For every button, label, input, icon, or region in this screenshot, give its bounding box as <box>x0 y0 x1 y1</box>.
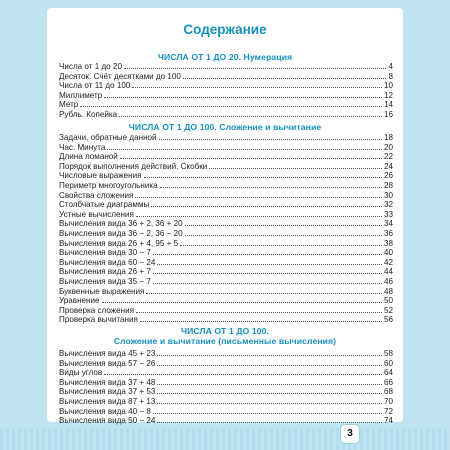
toc-entry-title: Вычисления вида 50 − 24 <box>59 416 156 426</box>
toc-entry-title: Виды углов <box>59 368 103 378</box>
toc-entry <box>59 397 393 407</box>
toc-entry <box>59 210 393 220</box>
toc-entry-page: 10 <box>383 81 393 91</box>
toc-dot-leader <box>124 62 387 69</box>
toc-entry <box>59 181 393 191</box>
toc-entry-page: 30 <box>383 190 393 200</box>
toc-entry-page: 70 <box>383 396 393 406</box>
toc-entry-page: 28 <box>383 180 393 190</box>
toc-entry <box>59 152 393 162</box>
toc-dot-leader <box>180 239 382 246</box>
toc-list-1 <box>59 62 393 120</box>
toc-entry <box>59 171 393 181</box>
toc-dot-leader <box>146 287 382 294</box>
toc-entry-title: Вычисления вида 26 + 4, 95 + 5 <box>59 238 179 248</box>
toc-dot-leader <box>80 100 382 107</box>
toc-dot-leader <box>209 162 382 169</box>
toc-entry-page: 26 <box>383 171 393 181</box>
toc-entry-page: 74 <box>383 416 393 426</box>
toc-entry-title: Десяток. Счёт десятками до 100 <box>59 71 181 81</box>
toc-entry-page: 52 <box>383 305 393 315</box>
toc-entry-page: 8 <box>388 71 393 81</box>
toc-entry-page: 58 <box>383 349 393 358</box>
toc-entry-title: Длина ломаной <box>59 152 118 162</box>
toc-entry-page: 14 <box>383 100 393 110</box>
toc-dot-leader <box>185 229 382 236</box>
toc-entry <box>59 359 393 369</box>
toc-entry <box>59 91 393 101</box>
toc-entry-title: Периметр многоугольника <box>59 180 158 190</box>
toc-entry-title: Метр <box>59 100 79 110</box>
toc-entry <box>59 277 393 287</box>
toc-dot-leader <box>104 368 382 375</box>
toc-entry <box>59 258 393 268</box>
toc-dot-leader <box>157 397 382 404</box>
toc-entry-title: Буквенные выражения <box>59 286 145 296</box>
toc-entry <box>59 315 393 325</box>
toc-dot-leader <box>157 416 382 423</box>
toc-list-3 <box>59 349 393 426</box>
toc-entry-page: 24 <box>383 161 393 171</box>
toc-entry-page: 34 <box>383 219 393 229</box>
toc-entry-title: Вычисления вида 30 − 7 <box>59 248 151 258</box>
toc-entry-page: 18 <box>383 133 393 142</box>
decorative-stripe <box>0 428 450 450</box>
toc-dot-leader <box>157 258 382 265</box>
toc-entry-page: 64 <box>383 368 393 378</box>
toc-entry-title: Проверка вычитания <box>59 315 138 325</box>
toc-entry <box>59 100 393 110</box>
toc-entry <box>59 162 393 172</box>
toc-entry-page: 4 <box>388 62 393 71</box>
toc-entry-title: Числовые выражения <box>59 171 142 181</box>
toc-dot-leader <box>157 387 382 394</box>
toc-entry <box>59 387 393 397</box>
toc-dot-leader <box>140 315 382 322</box>
toc-entry-title: Вычисления вида 35 − 7 <box>59 276 151 286</box>
toc-entry-page: 20 <box>383 142 393 152</box>
toc-dot-leader <box>104 91 382 98</box>
toc-entry <box>59 62 393 72</box>
toc-entry-title: Вычисления вида 45 + 23 <box>59 349 156 358</box>
toc-dot-leader <box>135 191 382 198</box>
toc-entry-title: Вычисления вида 37 + 53 <box>59 387 156 397</box>
toc-dot-leader <box>102 296 382 303</box>
section-heading-3: ЧИСЛА ОТ 1 ДО 100. <box>180 326 270 336</box>
toc-entry <box>59 229 393 239</box>
section-subheading-3: Сложение и вычитание (письменные вычисления) <box>113 336 337 346</box>
toc-entry-page: 38 <box>383 238 393 248</box>
toc-entry <box>59 296 393 306</box>
toc-dot-leader <box>119 110 382 117</box>
toc-dot-leader <box>153 248 382 255</box>
toc-entry-title: Миллиметр <box>59 90 103 100</box>
toc-entry-title: Числа от 1 до 20 <box>59 62 122 71</box>
toc-entry <box>59 110 393 120</box>
toc-dot-leader <box>151 200 382 207</box>
toc-entry-title: Вычисления вида 36 − 2, 36 − 20 <box>59 228 183 238</box>
toc-entry <box>59 306 393 316</box>
toc-entry-page: 12 <box>383 90 393 100</box>
toc-dot-leader <box>144 171 382 178</box>
toc-dot-leader <box>120 152 382 159</box>
toc-entry <box>59 267 393 277</box>
toc-dot-leader <box>153 267 382 274</box>
toc-entry-title: Час. Минута <box>59 142 106 152</box>
toc-entry <box>59 248 393 258</box>
toc-entry <box>59 81 393 91</box>
toc-entry <box>59 287 393 297</box>
toc-entry <box>59 349 393 359</box>
section-heading-2: ЧИСЛА ОТ 1 ДО 100. Сложение и вычитание <box>128 122 322 132</box>
toc-dot-leader <box>153 277 382 284</box>
toc-entry-page: 72 <box>383 406 393 416</box>
toc-entry <box>59 239 393 249</box>
toc-entry <box>59 72 393 82</box>
toc-list-2 <box>59 133 393 325</box>
toc-dot-leader <box>107 143 382 150</box>
toc-entry-page: 60 <box>383 358 393 368</box>
toc-entry-title: Столбчатые диаграммы <box>59 200 150 210</box>
toc-entry <box>59 219 393 229</box>
toc-entry-page: 36 <box>383 228 393 238</box>
toc-entry <box>59 133 393 143</box>
toc-entry-page: 44 <box>383 267 393 277</box>
toc-entry <box>59 368 393 378</box>
toc-entry-title: Задачи, обратные данной <box>59 133 157 142</box>
toc-entry-page: 32 <box>383 200 393 210</box>
toc-entry <box>59 143 393 153</box>
toc-entry-title: Устные вычисления <box>59 209 134 219</box>
toc-entry-page: 66 <box>383 377 393 387</box>
page-number-badge: 3 <box>340 424 360 444</box>
toc-entry-page: 68 <box>383 387 393 397</box>
toc-entry-page: 33 <box>383 209 393 219</box>
toc-entry-page: 50 <box>383 296 393 306</box>
toc-entry-page: 46 <box>383 276 393 286</box>
toc-dot-leader <box>136 210 382 217</box>
toc-entry-title: Вычисления вида 57 − 26 <box>59 358 156 368</box>
toc-dot-leader <box>185 219 382 226</box>
toc-entry-title: Рубль. Копейка <box>59 109 118 119</box>
toc-dot-leader <box>153 407 382 414</box>
toc-entry-title: Свойства сложения <box>59 190 134 200</box>
toc-dot-leader <box>157 359 382 366</box>
toc-dot-leader <box>132 81 382 88</box>
toc-dot-leader <box>183 72 387 79</box>
toc-entry-title: Порядок выполнения действий. Скобки <box>59 161 208 171</box>
toc-dot-leader <box>159 133 382 140</box>
toc-entry-page: 16 <box>383 109 393 119</box>
toc-entry-title: Числа от 11 до 100 <box>59 81 131 91</box>
toc-entry-title: Уравнение <box>59 296 100 306</box>
toc-entry-page: 40 <box>383 248 393 258</box>
toc-entry <box>59 407 393 417</box>
toc-entry-title: Вычисления вида 40 − 8 <box>59 406 151 416</box>
toc-entry-title: Вычисления вида 37 + 48 <box>59 377 156 387</box>
toc-dot-leader <box>157 378 382 385</box>
toc-entry-page: 48 <box>383 286 393 296</box>
toc-entry-page: 22 <box>383 152 393 162</box>
toc-entry-title: Вычисления вида 36 + 2, 36 + 20 <box>59 219 183 229</box>
toc-entry <box>59 200 393 210</box>
toc-entry-page: 42 <box>383 257 393 267</box>
page-title: Содержание <box>183 22 267 37</box>
toc-entry <box>59 378 393 388</box>
toc-entry-page: 56 <box>383 315 393 325</box>
section-heading-1: ЧИСЛА ОТ 1 ДО 20. Нумерация <box>157 52 293 62</box>
toc-entry <box>59 191 393 201</box>
toc-dot-leader <box>136 306 382 313</box>
toc-dot-leader <box>157 349 382 356</box>
toc-entry-title: Вычисления вида 26 + 7 <box>59 267 151 277</box>
toc-entry-title: Вычисления вида 87 + 13 <box>59 396 156 406</box>
toc-dot-leader <box>160 181 382 188</box>
toc-entry-title: Вычисления вида 60 − 24 <box>59 257 156 267</box>
toc-entry-title: Проверка сложения <box>59 305 135 315</box>
book-page <box>47 8 403 426</box>
